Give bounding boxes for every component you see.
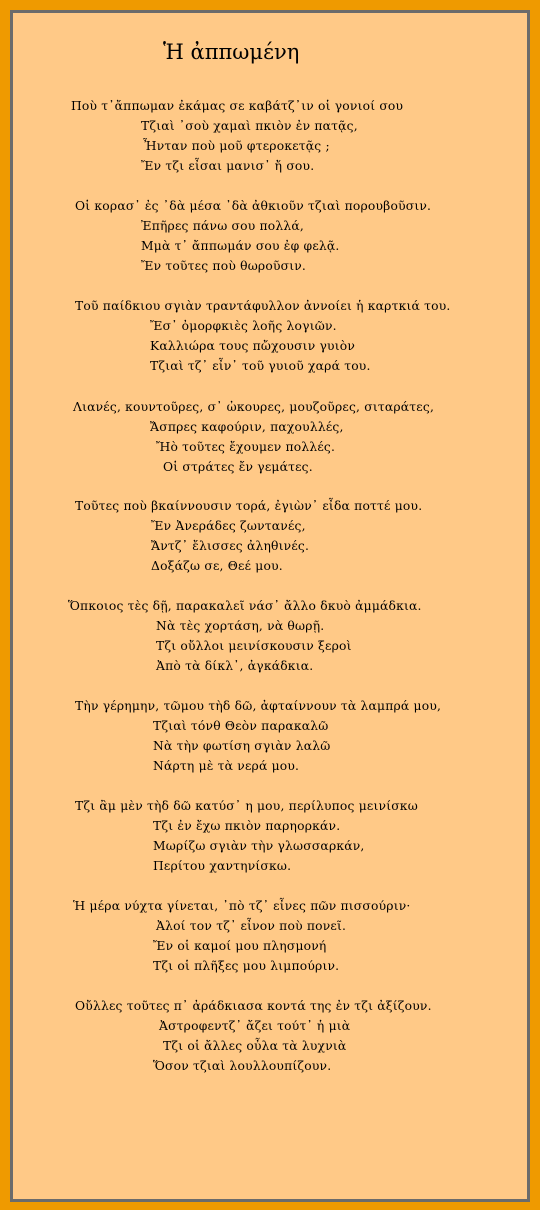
poem-line: Ἀπὸ τὰ δίκλ᾽, ἀγκάδκια. (156, 659, 314, 673)
poem-title: Ἡ ἀππωμένη (163, 40, 300, 64)
poem-line: Τζι οἱ πλῆξες μου λιμπούριν. (153, 959, 340, 973)
poem-line: Τζι οὔλλοι μεινίσκουσιν ξεροὶ (156, 639, 352, 653)
poem-line: Ἄντζ᾽ ἔλισσες ἀληθινές. (151, 539, 310, 553)
poem-line: Νὰ τὲς χορτάση, νὰ θωρῇ. (156, 619, 325, 633)
poem-line: Ἀλοί τον τζ᾽ εἶνον ποὺ πονεῖ. (156, 919, 347, 933)
poem-line: Τζιαὶ τόνθ Θεὸν παρακαλῶ (153, 719, 329, 733)
poem-line: Ὅσον τζιαὶ λουλλουπίζουν. (153, 1059, 332, 1073)
poem-line: Λιανές, κουντοῦρες, σ᾽ ὠκουρες, μουζοῦρες, σιταράτες, (73, 400, 435, 414)
poem-line: Τοῦ παίδκιου σγιὰν τραντάφυλλον ἀννοίει ἡ καρτκιά του. (75, 299, 451, 313)
poem-line: Τοῦτες ποὺ βκαίννουσιν τορά, ἐγιὼν᾽ εἶδα ποττέ μου. (75, 499, 423, 513)
poem-line: Τζιαὶ ᾽σοὺ χαμαὶ πκιὸν ἐν πατᾷς, (141, 119, 358, 133)
poem-line: Ἔσ᾽ ὀμορφκιὲς λοῆς λογιῶν. (150, 319, 337, 333)
poem-line: Τζι ἂμ μὲν τὴδ δῶ κατύσ᾽ η μου, περίλυπος μεινίσκω (75, 799, 418, 813)
poem-line: Τζι οἱ ἄλλες οὖλα τὰ λυχνιὰ (163, 1039, 347, 1053)
poem-line: Καλλιώρα τους πὤχουσιν γυιὸν (150, 339, 356, 353)
poem-line: Δοξάζω σε, Θεέ μου. (151, 559, 283, 573)
poem-line: Ἦνταν ποὺ μοῦ φτεροκετᾷς ; (143, 139, 330, 153)
poem-line: Νάρτη μὲ τὰ νερά μου. (153, 759, 300, 773)
poem-line: Ἔν τοῦτες ποὺ θωροῦσιν. (141, 259, 307, 273)
poem-line: Οἱ κορασ᾽ ἐς ᾽δὰ μέσα ᾽δὰ ἀθκιοῦν τζιαὶ πορουβοῦσιν. (75, 199, 432, 213)
poem-line: Τζι ἐν ἔχω πκιὸν παρηορκάν. (153, 819, 341, 833)
poem-line: Περίτου χαντηνίσκω. (153, 859, 292, 873)
poem-line: Τὴν γέρημην, τῶμου τὴδ δῶ, ἀφταίννουν τὰ λαμπρά μου, (75, 699, 442, 713)
poem-line: Ἤὸ τοῦτες ἔχουμεν πολλές. (156, 440, 336, 454)
poem-line: Ὅπκοιος τὲς δῇ, παρακαλεῖ νάσ᾽ ἄλλο δκυὸ ἀμμάδκια. (68, 599, 422, 613)
poem-line: Ἔν οἱ καμοί μου πλησμονή (153, 939, 327, 953)
poem-line: Οὔλλες τοῦτες π᾽ ἀράδκιασα κοντά της ἐν τζι ἀξίζουν. (75, 999, 432, 1013)
poem-line: Ἔν Ἀνεράδες ζωντανές, (151, 519, 306, 533)
poem-line: Ποὺ τ᾽ἄππωμαν ἐκάμας σε καβάτζ᾽ιν οἱ γονιοί σου (71, 99, 404, 113)
poem-line: Ἀστροφεντζ᾽ ἄζει τούτ᾽ ἡ μιὰ (159, 1019, 351, 1033)
poem-line: Ἄσπρες καφούριν, παχουλλές, (150, 420, 344, 434)
poem-line: Μωρίζω σγιὰν τὴν γλωσσαρκάν, (153, 839, 365, 853)
poem-line: Οἱ στράτες ἔν γεμάτες. (163, 460, 313, 474)
poem-line: Νὰ τὴν φωτίση σγιὰν λαλῶ (153, 739, 331, 753)
poem-line: Τζιαὶ τζ᾽ εἶν᾽ τοῦ γυιοῦ χαρά του. (150, 359, 371, 373)
poem-line: Ἡ μέρα νύχτα γίνεται, ᾽πὸ τζ᾽ εἶνες πῶν πισσούριν· (73, 899, 411, 913)
poem-line: Ἐπῆρες πάνω σου πολλά, (141, 219, 304, 233)
poem-line: Ἔν τζι εἶσαι μανισ᾽ ἤ σου. (141, 159, 315, 173)
poem-frame (10, 10, 530, 1202)
poem-line: Μμὰ τ᾽ ἄππωμάν σου ἐφ φελᾷ. (141, 239, 340, 253)
